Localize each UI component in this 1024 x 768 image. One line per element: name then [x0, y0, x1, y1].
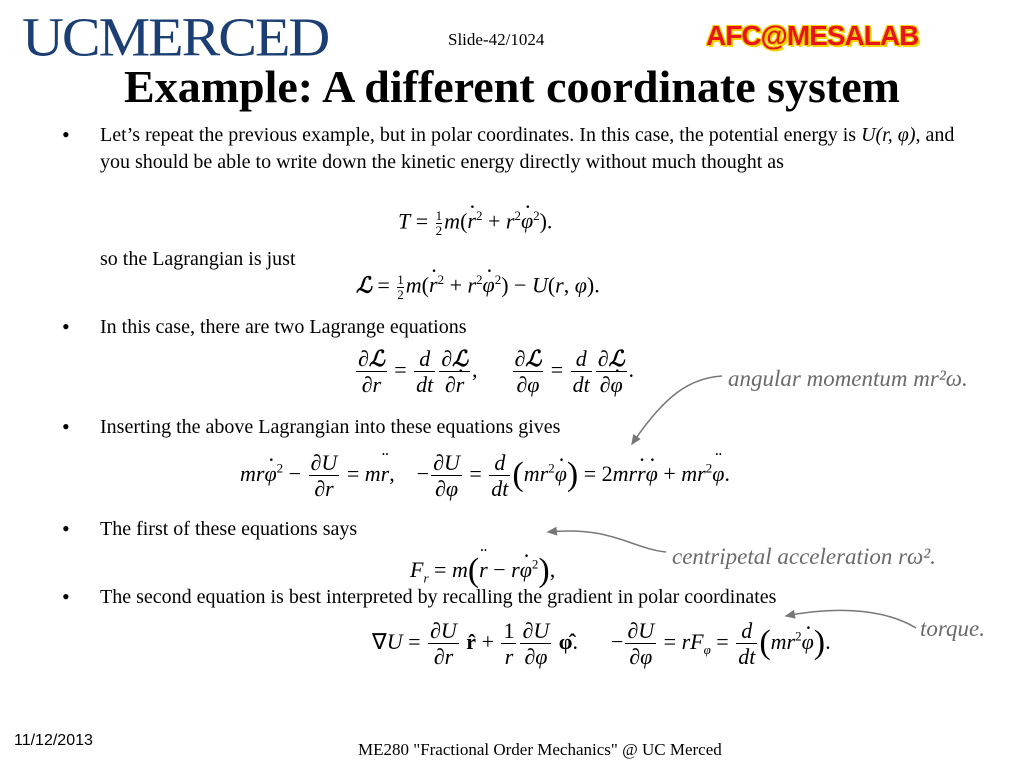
ucmerced-logo: UCMERCED: [22, 6, 329, 68]
bullet-text-4: The first of these equations says: [100, 518, 358, 540]
bullet-text-3: Inserting the above Lagrangian into these equations gives: [100, 416, 561, 438]
equation-lagrange-pair: $\frac{\text{∂ℒ}}{\partial r}$ = $\frac{d}{dt}$ $\frac{\text{∂ℒ}}{\partial r}$ · , $\frac{\text{∂ℒ}}{\partial\varphi}$ = $\frac{d}{dt}$ $\frac{\text{∂ℒ}}{\partial\varphi}$ · .: [354, 346, 634, 398]
bullet-marker: •: [62, 584, 70, 609]
arrow-torque: [786, 610, 916, 628]
footer-course: ME280 "Fractional Order Mechanics" @ UC Merced: [358, 740, 722, 759]
arrow-centripetal: [548, 531, 666, 552]
equation-kinetic-energy: T = $\frac{1}{2}$ $m(r \cdot^2 + r^2\varphi \cdot^2)$.: [398, 208, 552, 237]
equation-radial-force: $F_r = m(r$ ¨ − rφ ·$^2$),: [410, 552, 555, 590]
bullet-marker: •: [62, 516, 70, 541]
annotation-centripetal: centripetal acceleration rω².: [672, 544, 936, 569]
equation-gradient-torque: ∇U = $\frac{\partial U}{\partial r}$ r̂ + $\frac{1}{r}$ $\frac{\partial U}{\partial\varphi}$ φ̂. − $\frac{\partial U}{\partial\varphi}$ = $rF_\varphi$ = $\frac{d}{dt}$ ($mr^2\varphi$ ·).: [372, 618, 831, 670]
equation-motion-pair: mrφ ·$^2$ − $\frac{\partial U}{\partial r}$ = mr ¨, − $\frac{\partial U}{\partial\varphi}$ = $\frac{d}{dt}$ ($mr^2\varphi$ ·) = 2mrr ·φ · + $mr^2\varphi$ ¨.: [240, 450, 730, 502]
bullet-text-1: Let’s repeat the previous example, but in polar coordinates. In this case, the potential energy is U(r, φ), and you should be able to write down the kinetic energy directly without much thought as: [100, 124, 955, 173]
bullet-marker: •: [62, 122, 70, 147]
slide-number: Slide-42/1024: [448, 30, 545, 49]
arrow-angular-momentum: [632, 376, 722, 444]
slide-title: Example: A different coordinate system: [124, 61, 900, 112]
bullet-marker: •: [62, 414, 70, 439]
lab-badge: AFC@MESALAB: [706, 20, 919, 51]
bullet-text-2: In this case, there are two Lagrange equations: [100, 316, 467, 338]
equation-lagrangian: ℒ = $\frac{1}{2}$ $m(r \cdot^2 + r^2\varphi \cdot^2) - U(r$, φ).: [356, 272, 600, 301]
annotation-torque: torque.: [920, 616, 985, 641]
bullet-text-5: The second equation is best interpreted by recalling the gradient in polar coordinates: [100, 586, 777, 608]
footer-date: 11/12/2013: [14, 732, 93, 749]
bullet-marker: •: [62, 314, 70, 339]
lagrangian-intro-text: so the Lagrangian is just: [100, 248, 296, 270]
annotation-angular-momentum: angular momentum mr²ω.: [728, 366, 968, 391]
